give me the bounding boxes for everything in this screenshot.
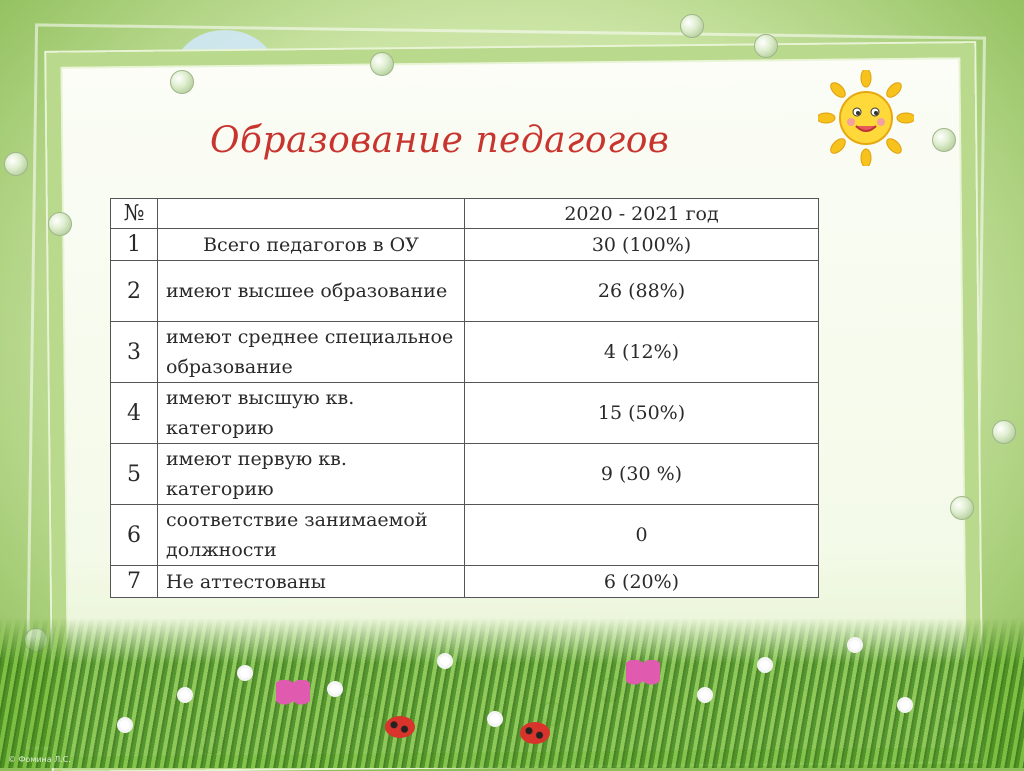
row-label: имеют высшее образование bbox=[158, 261, 465, 322]
bubble-icon bbox=[370, 52, 394, 76]
flower-icon bbox=[240, 668, 250, 678]
row-label: Всего педагогов в ОУ bbox=[158, 229, 465, 261]
row-number: 4 bbox=[111, 383, 158, 444]
flower-icon bbox=[490, 714, 500, 724]
row-number: 2 bbox=[111, 261, 158, 322]
row-value: 6 (20%) bbox=[465, 566, 819, 598]
flower-icon bbox=[440, 656, 450, 666]
flower-icon bbox=[900, 700, 910, 710]
row-label: имеют первую кв. категорию bbox=[158, 444, 465, 505]
row-label: имеют высшую кв. категорию bbox=[158, 383, 465, 444]
flower-icon bbox=[330, 684, 340, 694]
table-row bbox=[111, 566, 819, 598]
butterfly-icon bbox=[276, 680, 310, 710]
table-header-year: 2020 - 2021 год bbox=[465, 199, 819, 229]
row-value: 0 bbox=[465, 505, 819, 566]
ladybug-icon bbox=[385, 716, 415, 738]
row-value: 30 (100%) bbox=[465, 229, 819, 261]
row-number: 7 bbox=[111, 566, 158, 598]
bubble-icon bbox=[170, 70, 194, 94]
row-number: 1 bbox=[111, 229, 158, 261]
grass-decoration bbox=[0, 618, 1024, 768]
row-value: 15 (50%) bbox=[465, 383, 819, 444]
table-row bbox=[111, 322, 819, 383]
row-number: 6 bbox=[111, 505, 158, 566]
table-row bbox=[111, 261, 819, 322]
row-value: 4 (12%) bbox=[465, 322, 819, 383]
row-value: 9 (30 %) bbox=[465, 444, 819, 505]
copyright-text: © Фоминa Л.С. bbox=[8, 755, 71, 764]
sun-icon bbox=[818, 70, 914, 166]
row-label: имеют среднее специальное образование bbox=[158, 322, 465, 383]
bubble-icon bbox=[950, 496, 974, 520]
ladybug-icon bbox=[520, 722, 550, 744]
bubble-icon bbox=[680, 14, 704, 38]
table-row bbox=[111, 383, 819, 444]
flower-icon bbox=[700, 690, 710, 700]
flower-icon bbox=[180, 690, 190, 700]
row-value: 26 (88%) bbox=[465, 261, 819, 322]
bubble-icon bbox=[48, 212, 72, 236]
education-table bbox=[110, 198, 819, 598]
table-header-label bbox=[158, 199, 465, 229]
row-label: соответствие занимаемой должности bbox=[158, 505, 465, 566]
bubble-icon bbox=[4, 152, 28, 176]
row-label: Не аттестованы bbox=[158, 566, 465, 598]
butterfly-icon bbox=[626, 660, 660, 690]
table-row bbox=[111, 444, 819, 505]
table-row bbox=[111, 505, 819, 566]
bubble-icon bbox=[754, 34, 778, 58]
bubble-icon bbox=[932, 128, 956, 152]
bubble-icon bbox=[992, 420, 1016, 444]
page-title: Образование педагогов bbox=[210, 120, 670, 161]
table-row bbox=[111, 229, 819, 261]
row-number: 3 bbox=[111, 322, 158, 383]
row-number: 5 bbox=[111, 444, 158, 505]
table-header-num: № bbox=[111, 199, 158, 229]
flower-icon bbox=[850, 640, 860, 650]
flower-icon bbox=[120, 720, 130, 730]
flower-icon bbox=[760, 660, 770, 670]
table-header-row bbox=[111, 199, 819, 229]
